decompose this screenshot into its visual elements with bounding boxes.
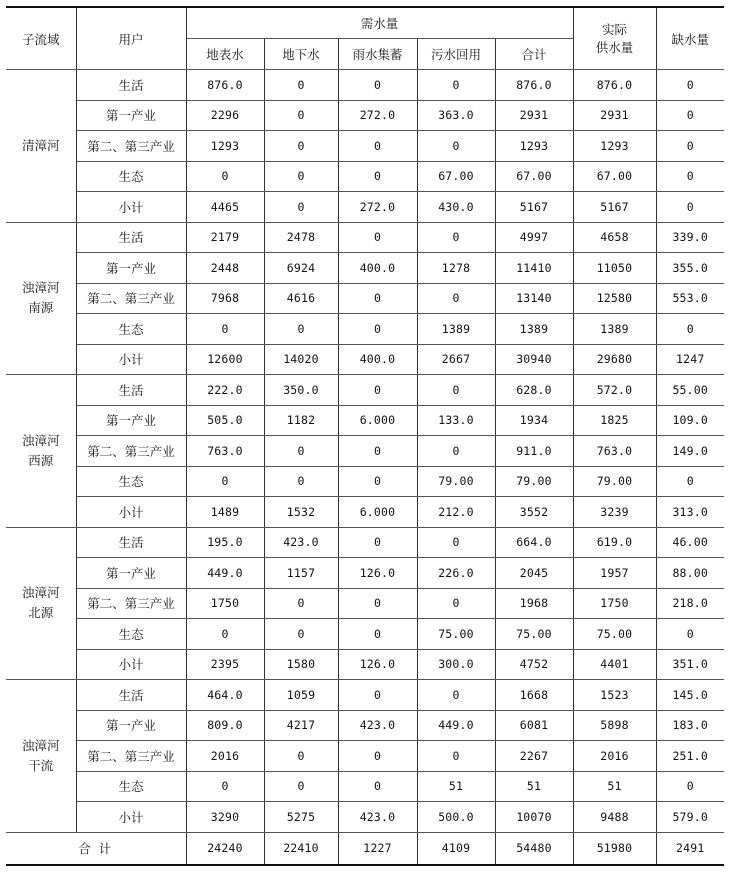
value-cell: 553.0 <box>656 283 724 314</box>
subbasin-cell <box>6 222 76 375</box>
value-cell: 0 <box>186 619 264 650</box>
value-cell: 51 <box>417 771 495 802</box>
user-cell: 生态 <box>76 466 186 497</box>
user-cell: 生活 <box>76 70 186 101</box>
value-cell: 11410 <box>495 253 573 284</box>
table-row <box>6 558 724 589</box>
table-row <box>6 649 724 680</box>
table-row <box>6 131 724 162</box>
value-cell: 1750 <box>186 588 264 619</box>
value-cell: 2667 <box>417 344 495 375</box>
value-cell: 55.00 <box>656 375 724 406</box>
header-reclaimed-water: 污水回用 <box>417 39 495 70</box>
value-cell: 0 <box>338 741 417 772</box>
value-cell: 430.0 <box>417 192 495 223</box>
value-cell: 0 <box>417 436 495 467</box>
header-groundwater: 地下水 <box>264 39 338 70</box>
value-cell: 0 <box>338 283 417 314</box>
table-row <box>6 314 724 345</box>
value-cell: 145.0 <box>656 680 724 711</box>
user-cell: 生态 <box>76 161 186 192</box>
value-cell: 0 <box>264 466 338 497</box>
user-cell: 生态 <box>76 619 186 650</box>
value-cell: 5167 <box>573 192 656 223</box>
value-cell: 0 <box>656 619 724 650</box>
value-cell: 500.0 <box>417 802 495 833</box>
subbasin-cell <box>6 375 76 528</box>
value-cell: 0 <box>417 70 495 101</box>
value-cell: 2931 <box>573 100 656 131</box>
value-cell: 763.0 <box>573 436 656 467</box>
value-cell: 1293 <box>495 131 573 162</box>
value-cell: 350.0 <box>264 375 338 406</box>
value-cell: 226.0 <box>417 558 495 589</box>
value-cell: 11050 <box>573 253 656 284</box>
value-cell: 0 <box>417 680 495 711</box>
table-header <box>6 7 724 70</box>
value-cell: 0 <box>417 741 495 772</box>
table-body <box>6 70 724 865</box>
header-user: 用户 <box>76 7 186 70</box>
value-cell: 2016 <box>573 741 656 772</box>
value-cell: 1059 <box>264 680 338 711</box>
subbasin-name-line: 浊漳河 <box>21 432 60 448</box>
value-cell: 449.0 <box>186 558 264 589</box>
value-cell: 4401 <box>573 649 656 680</box>
header-actual-supply-line1: 实际 <box>601 21 627 37</box>
value-cell: 0 <box>186 161 264 192</box>
value-cell: 79.00 <box>573 466 656 497</box>
header-surface-water: 地表水 <box>186 39 264 70</box>
value-cell: 51 <box>495 771 573 802</box>
total-row <box>6 832 724 865</box>
value-cell: 0 <box>338 436 417 467</box>
value-cell: 1957 <box>573 558 656 589</box>
table-row <box>6 70 724 101</box>
value-cell: 1157 <box>264 558 338 589</box>
table-row <box>6 741 724 772</box>
value-cell: 272.0 <box>338 192 417 223</box>
user-cell: 第一产业 <box>76 710 186 741</box>
value-cell: 0 <box>264 436 338 467</box>
table-row <box>6 375 724 406</box>
value-cell: 6.000 <box>338 497 417 528</box>
value-cell: 0 <box>417 588 495 619</box>
subbasin-cell <box>6 70 76 223</box>
value-cell: 7968 <box>186 283 264 314</box>
value-cell: 2296 <box>186 100 264 131</box>
value-cell: 6081 <box>495 710 573 741</box>
table-row <box>6 405 724 436</box>
value-cell: 0 <box>656 466 724 497</box>
header-demand-group: 需水量 <box>186 7 573 39</box>
value-cell: 313.0 <box>656 497 724 528</box>
value-cell: 579.0 <box>656 802 724 833</box>
value-cell: 67.00 <box>495 161 573 192</box>
value-cell: 6924 <box>264 253 338 284</box>
value-cell: 126.0 <box>338 649 417 680</box>
value-cell: 1668 <box>495 680 573 711</box>
total-value-cell: 1227 <box>338 832 417 865</box>
value-cell: 4658 <box>573 222 656 253</box>
value-cell: 2267 <box>495 741 573 772</box>
table-row <box>6 619 724 650</box>
total-value-cell: 22410 <box>264 832 338 865</box>
header-subbasin: 子流域 <box>6 7 76 70</box>
value-cell: 1182 <box>264 405 338 436</box>
value-cell: 0 <box>264 100 338 131</box>
value-cell: 1389 <box>417 314 495 345</box>
table-row <box>6 771 724 802</box>
user-cell: 第一产业 <box>76 558 186 589</box>
value-cell: 1247 <box>656 344 724 375</box>
value-cell: 351.0 <box>656 649 724 680</box>
value-cell: 0 <box>186 771 264 802</box>
value-cell: 0 <box>338 375 417 406</box>
header-actual-supply <box>573 7 656 70</box>
user-cell: 小计 <box>76 649 186 680</box>
value-cell: 1825 <box>573 405 656 436</box>
value-cell: 4465 <box>186 192 264 223</box>
value-cell: 876.0 <box>573 70 656 101</box>
value-cell: 1389 <box>495 314 573 345</box>
subbasin-cell <box>6 527 76 680</box>
user-cell: 生活 <box>76 222 186 253</box>
value-cell: 0 <box>264 314 338 345</box>
value-cell: 0 <box>264 70 338 101</box>
value-cell: 109.0 <box>656 405 724 436</box>
table-row <box>6 161 724 192</box>
value-cell: 0 <box>264 619 338 650</box>
value-cell: 46.00 <box>656 527 724 558</box>
value-cell: 1293 <box>186 131 264 162</box>
user-cell: 生态 <box>76 314 186 345</box>
value-cell: 5898 <box>573 710 656 741</box>
value-cell: 0 <box>338 70 417 101</box>
value-cell: 0 <box>338 466 417 497</box>
value-cell: 0 <box>656 314 724 345</box>
value-cell: 423.0 <box>264 527 338 558</box>
value-cell: 75.00 <box>495 619 573 650</box>
user-cell: 第二、第三产业 <box>76 131 186 162</box>
value-cell: 0 <box>264 161 338 192</box>
value-cell: 0 <box>656 131 724 162</box>
user-cell: 生活 <box>76 375 186 406</box>
subbasin-name-line: 南源 <box>28 300 54 316</box>
value-cell: 0 <box>338 588 417 619</box>
subbasin-name-line: 浊漳河 <box>21 585 60 601</box>
value-cell: 911.0 <box>495 436 573 467</box>
subbasin-name-line: 干流 <box>28 757 54 773</box>
value-cell: 272.0 <box>338 100 417 131</box>
value-cell: 809.0 <box>186 710 264 741</box>
value-cell: 149.0 <box>656 436 724 467</box>
table-row <box>6 222 724 253</box>
total-value-cell: 4109 <box>417 832 495 865</box>
value-cell: 5167 <box>495 192 573 223</box>
value-cell: 3239 <box>573 497 656 528</box>
user-cell: 小计 <box>76 344 186 375</box>
value-cell: 2016 <box>186 741 264 772</box>
value-cell: 0 <box>338 527 417 558</box>
value-cell: 2448 <box>186 253 264 284</box>
value-cell: 876.0 <box>495 70 573 101</box>
value-cell: 0 <box>264 131 338 162</box>
value-cell: 505.0 <box>186 405 264 436</box>
header-actual-supply-line2: 供水量 <box>595 39 634 55</box>
value-cell: 218.0 <box>656 588 724 619</box>
value-cell: 464.0 <box>186 680 264 711</box>
value-cell: 0 <box>656 192 724 223</box>
value-cell: 0 <box>417 375 495 406</box>
value-cell: 12580 <box>573 283 656 314</box>
value-cell: 1934 <box>495 405 573 436</box>
value-cell: 183.0 <box>656 710 724 741</box>
value-cell: 339.0 <box>656 222 724 253</box>
value-cell: 2179 <box>186 222 264 253</box>
value-cell: 75.00 <box>417 619 495 650</box>
table-row <box>6 253 724 284</box>
table-row <box>6 436 724 467</box>
table-row <box>6 100 724 131</box>
value-cell: 126.0 <box>338 558 417 589</box>
total-value-cell: 24240 <box>186 832 264 865</box>
value-cell: 2045 <box>495 558 573 589</box>
value-cell: 0 <box>656 70 724 101</box>
value-cell: 51 <box>573 771 656 802</box>
value-cell: 0 <box>656 771 724 802</box>
header-shortage: 缺水量 <box>656 7 724 70</box>
table-row <box>6 527 724 558</box>
value-cell: 14020 <box>264 344 338 375</box>
value-cell: 133.0 <box>417 405 495 436</box>
value-cell: 1278 <box>417 253 495 284</box>
user-cell: 第一产业 <box>76 405 186 436</box>
value-cell: 619.0 <box>573 527 656 558</box>
value-cell: 423.0 <box>338 710 417 741</box>
value-cell: 355.0 <box>656 253 724 284</box>
value-cell: 1968 <box>495 588 573 619</box>
value-cell: 664.0 <box>495 527 573 558</box>
table-row <box>6 192 724 223</box>
value-cell: 3552 <box>495 497 573 528</box>
value-cell: 400.0 <box>338 344 417 375</box>
header-demand-total: 合计 <box>495 39 573 70</box>
value-cell: 0 <box>186 466 264 497</box>
value-cell: 0 <box>417 527 495 558</box>
value-cell: 4752 <box>495 649 573 680</box>
value-cell: 3290 <box>186 802 264 833</box>
value-cell: 0 <box>338 619 417 650</box>
user-cell: 小计 <box>76 497 186 528</box>
value-cell: 0 <box>338 161 417 192</box>
value-cell: 0 <box>186 314 264 345</box>
user-cell: 第二、第三产业 <box>76 588 186 619</box>
value-cell: 363.0 <box>417 100 495 131</box>
value-cell: 0 <box>417 131 495 162</box>
value-cell: 212.0 <box>417 497 495 528</box>
value-cell: 1750 <box>573 588 656 619</box>
value-cell: 400.0 <box>338 253 417 284</box>
value-cell: 9488 <box>573 802 656 833</box>
value-cell: 763.0 <box>186 436 264 467</box>
value-cell: 0 <box>338 680 417 711</box>
value-cell: 0 <box>417 283 495 314</box>
table-row <box>6 283 724 314</box>
value-cell: 0 <box>264 192 338 223</box>
total-value-cell: 2491 <box>656 832 724 865</box>
value-cell: 4997 <box>495 222 573 253</box>
value-cell: 0 <box>338 222 417 253</box>
user-cell: 第二、第三产业 <box>76 741 186 772</box>
value-cell: 79.00 <box>417 466 495 497</box>
table-row <box>6 680 724 711</box>
total-value-cell: 54480 <box>495 832 573 865</box>
value-cell: 2931 <box>495 100 573 131</box>
user-cell: 第一产业 <box>76 253 186 284</box>
value-cell: 0 <box>338 131 417 162</box>
water-balance-table <box>6 6 724 866</box>
value-cell: 1580 <box>264 649 338 680</box>
total-label: 合 计 <box>6 832 186 865</box>
value-cell: 0 <box>264 741 338 772</box>
value-cell: 5275 <box>264 802 338 833</box>
value-cell: 2478 <box>264 222 338 253</box>
value-cell: 628.0 <box>495 375 573 406</box>
table-row <box>6 344 724 375</box>
value-cell: 1293 <box>573 131 656 162</box>
value-cell: 0 <box>264 588 338 619</box>
value-cell: 0 <box>264 771 338 802</box>
value-cell: 0 <box>338 314 417 345</box>
value-cell: 0 <box>417 222 495 253</box>
user-cell: 生活 <box>76 680 186 711</box>
value-cell: 88.00 <box>656 558 724 589</box>
user-cell: 小计 <box>76 192 186 223</box>
value-cell: 222.0 <box>186 375 264 406</box>
user-cell: 生态 <box>76 771 186 802</box>
user-cell: 第二、第三产业 <box>76 436 186 467</box>
subbasin-name-line: 西源 <box>28 452 54 468</box>
user-cell: 第一产业 <box>76 100 186 131</box>
value-cell: 449.0 <box>417 710 495 741</box>
value-cell: 195.0 <box>186 527 264 558</box>
value-cell: 0 <box>656 161 724 192</box>
value-cell: 300.0 <box>417 649 495 680</box>
table-row <box>6 497 724 528</box>
value-cell: 4616 <box>264 283 338 314</box>
user-cell: 生活 <box>76 527 186 558</box>
subbasin-cell <box>6 680 76 833</box>
value-cell: 6.000 <box>338 405 417 436</box>
value-cell: 0 <box>656 100 724 131</box>
subbasin-name-line: 北源 <box>28 605 54 621</box>
table-row <box>6 802 724 833</box>
user-cell: 第二、第三产业 <box>76 283 186 314</box>
value-cell: 2395 <box>186 649 264 680</box>
value-cell: 251.0 <box>656 741 724 772</box>
value-cell: 67.00 <box>417 161 495 192</box>
user-cell: 小计 <box>76 802 186 833</box>
total-value-cell: 51980 <box>573 832 656 865</box>
value-cell: 29680 <box>573 344 656 375</box>
table-row <box>6 710 724 741</box>
value-cell: 572.0 <box>573 375 656 406</box>
subbasin-name-line: 清漳河 <box>21 137 60 153</box>
value-cell: 10070 <box>495 802 573 833</box>
value-cell: 1523 <box>573 680 656 711</box>
value-cell: 79.00 <box>495 466 573 497</box>
subbasin-name-line: 浊漳河 <box>21 737 60 753</box>
value-cell: 67.00 <box>573 161 656 192</box>
value-cell: 423.0 <box>338 802 417 833</box>
value-cell: 4217 <box>264 710 338 741</box>
value-cell: 12600 <box>186 344 264 375</box>
value-cell: 13140 <box>495 283 573 314</box>
value-cell: 1389 <box>573 314 656 345</box>
value-cell: 75.00 <box>573 619 656 650</box>
table-row <box>6 466 724 497</box>
value-cell: 1489 <box>186 497 264 528</box>
header-rainwater: 雨水集蓄 <box>338 39 417 70</box>
value-cell: 1532 <box>264 497 338 528</box>
table-row <box>6 588 724 619</box>
value-cell: 876.0 <box>186 70 264 101</box>
value-cell: 0 <box>338 771 417 802</box>
value-cell: 30940 <box>495 344 573 375</box>
subbasin-name-line: 浊漳河 <box>21 280 60 296</box>
